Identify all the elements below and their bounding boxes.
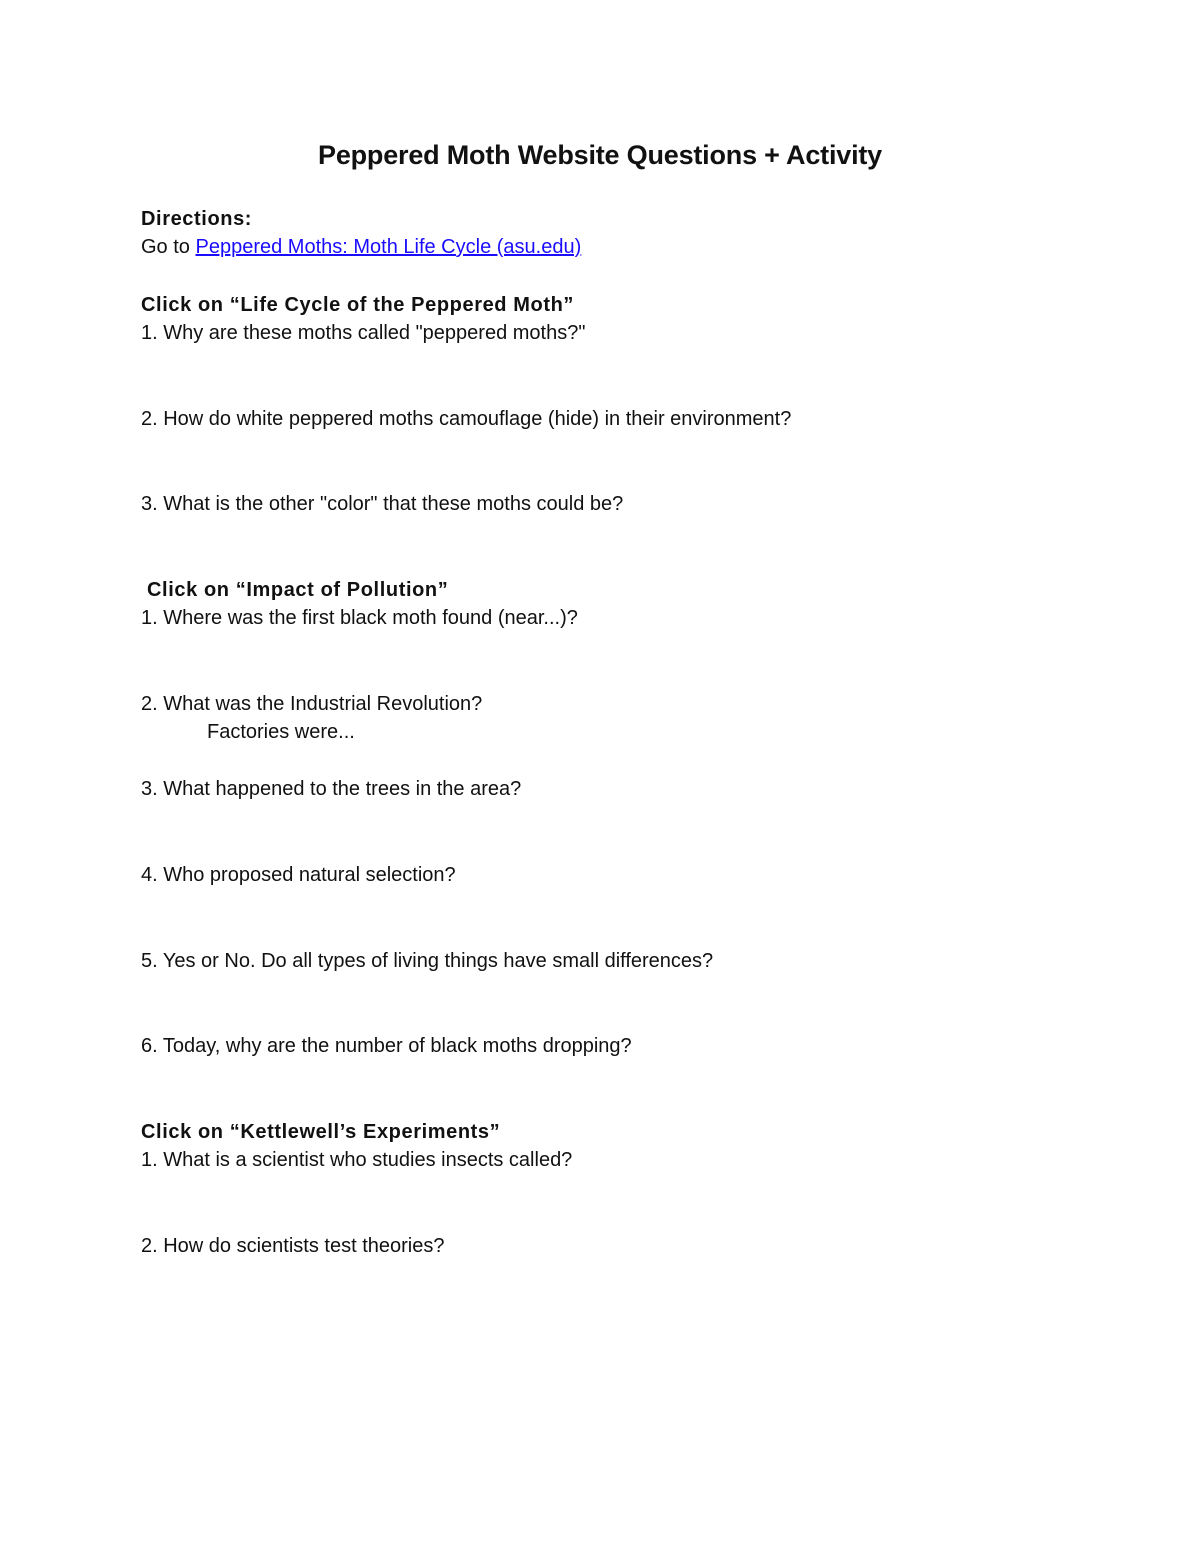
question-item: 3. What happened to the trees in the area? — [141, 778, 522, 800]
question-item: 5. Yes or No. Do all types of living things have small differences? — [141, 950, 714, 972]
section-heading-pollution: Click on “Impact of Pollution” — [147, 579, 449, 601]
directions-heading: Directions: — [141, 208, 253, 230]
directions-prefix: Go to — [141, 236, 196, 258]
section-heading-kettlewell: Click on “Kettlewell’s Experiments” — [141, 1121, 501, 1143]
question-item: 2. How do white peppered moths camouflage (hide) in their environment? — [141, 408, 792, 430]
question-item: 2. What was the Industrial Revolution? — [141, 693, 483, 715]
question-item: 4. Who proposed natural selection? — [141, 864, 456, 886]
question-item: 1. What is a scientist who studies insects called? — [141, 1149, 573, 1171]
directions-text — [141, 233, 581, 261]
asu-moth-life-cycle-link[interactable]: Peppered Moths: Moth Life Cycle (asu.edu) — [195, 236, 582, 258]
question-item: 6. Today, why are the number of black moths dropping? — [141, 1035, 632, 1057]
question-item: 3. What is the other "color" that these moths could be? — [141, 493, 624, 515]
page-title: Peppered Moth Website Questions + Activity — [318, 140, 882, 170]
question-subnote: Factories were... — [207, 721, 355, 743]
question-item: 1. Where was the first black moth found (near...)? — [141, 607, 578, 629]
question-item: 1. Why are these moths called "peppered moths?" — [141, 322, 586, 344]
question-item: 2. How do scientists test theories? — [141, 1235, 445, 1257]
section-heading-life-cycle: Click on “Life Cycle of the Peppered Moth” — [141, 294, 575, 316]
